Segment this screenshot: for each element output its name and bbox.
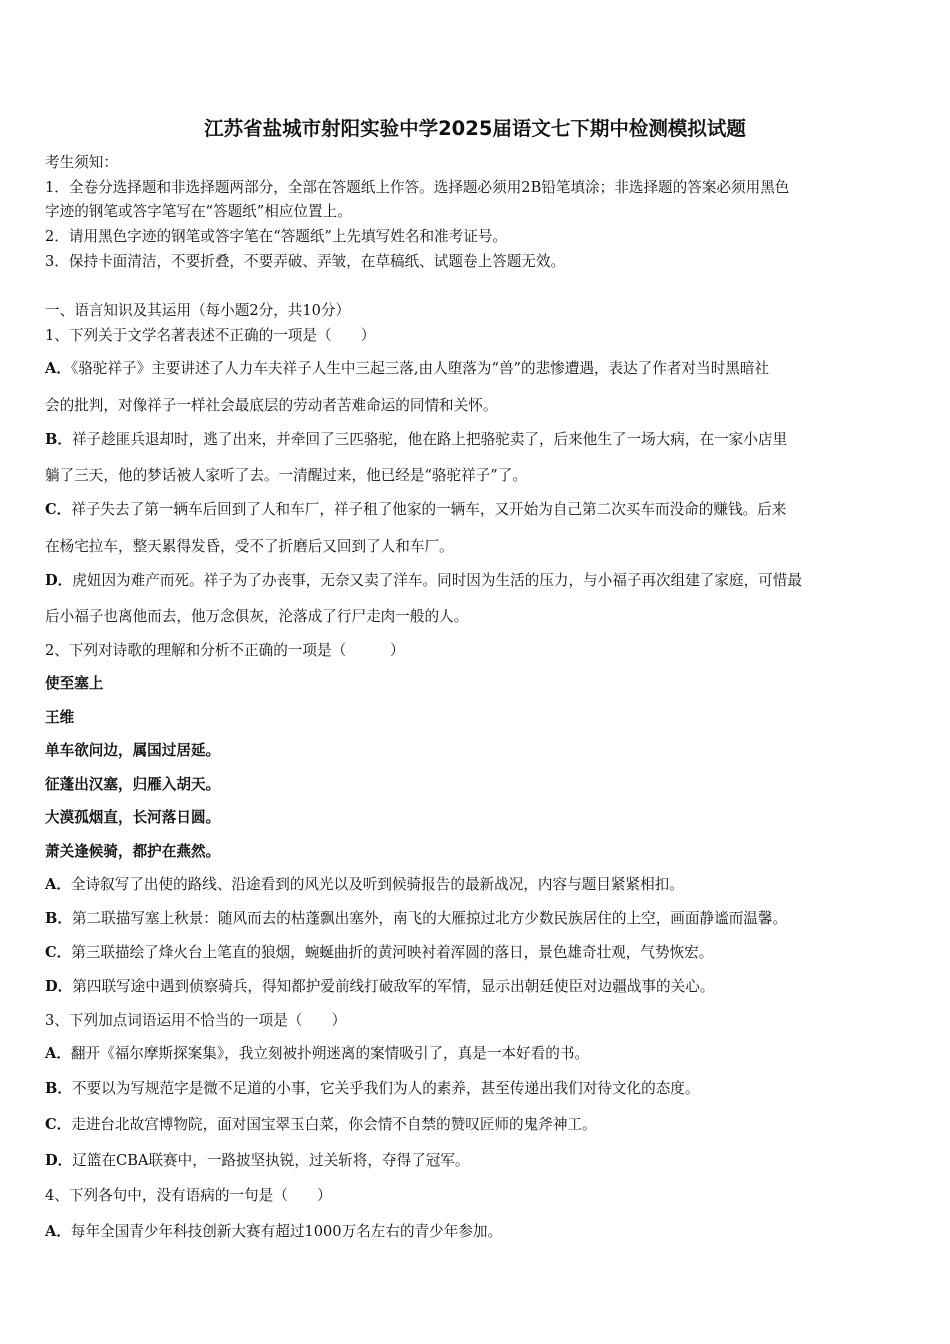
option-text: 祥子失去了第一辆车后回到了人和车厂，祥子租了他家的一辆车，又开始为自己第二次买车而没命的赚钱。后来: [71, 501, 787, 518]
poem-line: 萧关逢候骑，都护在燕然。: [45, 843, 221, 860]
option-letter: B．: [45, 431, 72, 448]
q4-option-a: [45, 1225, 502, 1240]
q3-option-a: [45, 1047, 589, 1062]
question-1-stem: 1、下列关于文学名著表述不正确的一项是（ ）: [45, 327, 376, 344]
q1-option-a-cont: 会的批判，对像祥子一样社会最底层的劳动者苦难命运的同情和关怀。: [45, 397, 498, 414]
option-text: 不要以为写规范字是微不足道的小事，它关乎我们为人的素养，甚至传递出我们对待文化的态度。: [71, 1080, 700, 1097]
poem-title: 使至塞上: [45, 675, 104, 692]
q1-option-b: [45, 433, 787, 448]
poem-line: 单车欲问边，属国过居延。: [45, 742, 221, 759]
option-letter: A．: [45, 1223, 71, 1240]
question-2-stem: 2、下列对诗歌的理解和分析不正确的一项是（ ）: [45, 642, 405, 659]
option-text: 第二联描写塞上秋景：随风而去的枯蓬飘出塞外，南飞的大雁掠过北方少数民族居住的上空，画面静谧而温馨。: [71, 910, 788, 927]
q2-option-c: [45, 946, 713, 961]
option-text: 辽篮在CBA联赛中，一路披坚执锐，过关斩将，夺得了冠军。: [72, 1152, 470, 1169]
notice-item: 1．全卷分选择题和非选择题两部分，全部在答题纸上作答。选择题必须用2B铅笔填涂；非选择题的答案必须用黑色: [45, 179, 790, 196]
q3-option-b: [45, 1082, 699, 1097]
option-letter: C．: [45, 944, 72, 961]
section-heading: 一、语言知识及其运用（每小题2分，共10分）: [45, 302, 351, 319]
option-letter: B．: [45, 1080, 72, 1097]
poem-line: 大漠孤烟直，长河落日圆。: [45, 809, 221, 826]
option-text: 走进台北故宫博物院，面对国宝翠玉白菜，你会情不自禁的赞叹匠师的鬼斧神工。: [71, 1116, 597, 1133]
option-text: 每年全国青少年科技创新大赛有超过1000万名左右的青少年参加。: [70, 1223, 503, 1240]
q1-option-c-cont: 在杨宅拉车，整天累得发昏，受不了折磨后又回到了人和车厂。: [45, 538, 454, 555]
notice-heading: 考生须知：: [45, 154, 118, 171]
question-4-stem: 4、下列各句中，没有语病的一句是（ ）: [45, 1187, 332, 1204]
option-text: 全诗叙写了出使的路线、沿途看到的风光以及听到候骑报告的最新战况，内容与题目紧紧相扣。: [70, 876, 684, 893]
poem-line: 征蓬出汉塞，归雁入胡天。: [45, 776, 221, 793]
option-letter: C．: [45, 501, 72, 518]
option-text: 虎妞因为难产而死。祥子为了办丧事，无奈又卖了洋车。同时因为生活的压力，与小福子再次组建了家庭，可惜最: [72, 572, 802, 589]
option-letter: A．: [45, 1045, 71, 1062]
q3-option-d: [45, 1154, 470, 1169]
option-letter: B．: [45, 910, 72, 927]
option-text: 第三联描绘了烽火台上笔直的狼烟，蜿蜒曲折的黄河映衬着浑圆的落日，景色雄奇壮观，气势恢宏。: [71, 944, 714, 961]
q2-option-b: [45, 912, 787, 927]
q1-option-b-cont: 躺了三天，他的梦话被人家听了去。一清醒过来，他已经是“骆驼祥子”了。: [45, 467, 527, 484]
q1-option-a: [45, 362, 769, 377]
option-letter: A．: [45, 876, 71, 893]
option-text: 《骆驼祥子》主要讲述了人力车夫祥子人生中三起三落,由人堕落为“兽”的悲惨遭遇，表达了作者对当时黑暗社: [70, 360, 770, 377]
option-letter: D．: [45, 1152, 73, 1169]
option-text: 第四联写途中遇到侦察骑兵，得知都护爱前线打破敌军的军情，显示出朝廷使臣对边疆战事的关心。: [72, 978, 715, 995]
option-letter: D．: [45, 978, 73, 995]
poem-author: 王维: [45, 709, 75, 726]
q2-option-d: [45, 980, 714, 995]
option-letter: C．: [45, 1116, 72, 1133]
page-title: 江苏省盐城市射阳实验中学2025届语文七下期中检测模拟试题: [204, 117, 746, 140]
notice-item: 2．请用黑色字迹的钢笔或答字笔在“答题纸”上先填写姓名和准考证号。: [45, 228, 508, 245]
q3-option-c: [45, 1118, 597, 1133]
notice-item: 字迹的钢笔或答字笔写在“答题纸”相应位置上。: [45, 203, 352, 220]
q1-option-c: [45, 503, 786, 518]
option-text: 祥子趁匪兵退却时，逃了出来，并牵回了三匹骆驼，他在路上把骆驼卖了，后来他生了一场大病，在一家小店里: [71, 431, 788, 448]
question-3-stem: 3、下列加点词语运用不恰当的一项是（ ）: [45, 1012, 347, 1029]
option-letter: D．: [45, 572, 73, 589]
q1-option-d: [45, 574, 802, 589]
q2-option-a: [45, 878, 684, 893]
notice-item: 3．保持卡面清洁，不要折叠，不要弄破、弄皱，在草稿纸、试题卷上答题无效。: [45, 253, 566, 270]
q1-option-d-cont: 后小福子也离他而去，他万念俱灰，沦落成了行尸走肉一般的人。: [45, 608, 469, 625]
option-text: 翻开《福尔摩斯探案集》，我立刻被扑朔迷离的案情吸引了，真是一本好看的书。: [70, 1045, 590, 1062]
option-letter: A．: [45, 360, 71, 377]
